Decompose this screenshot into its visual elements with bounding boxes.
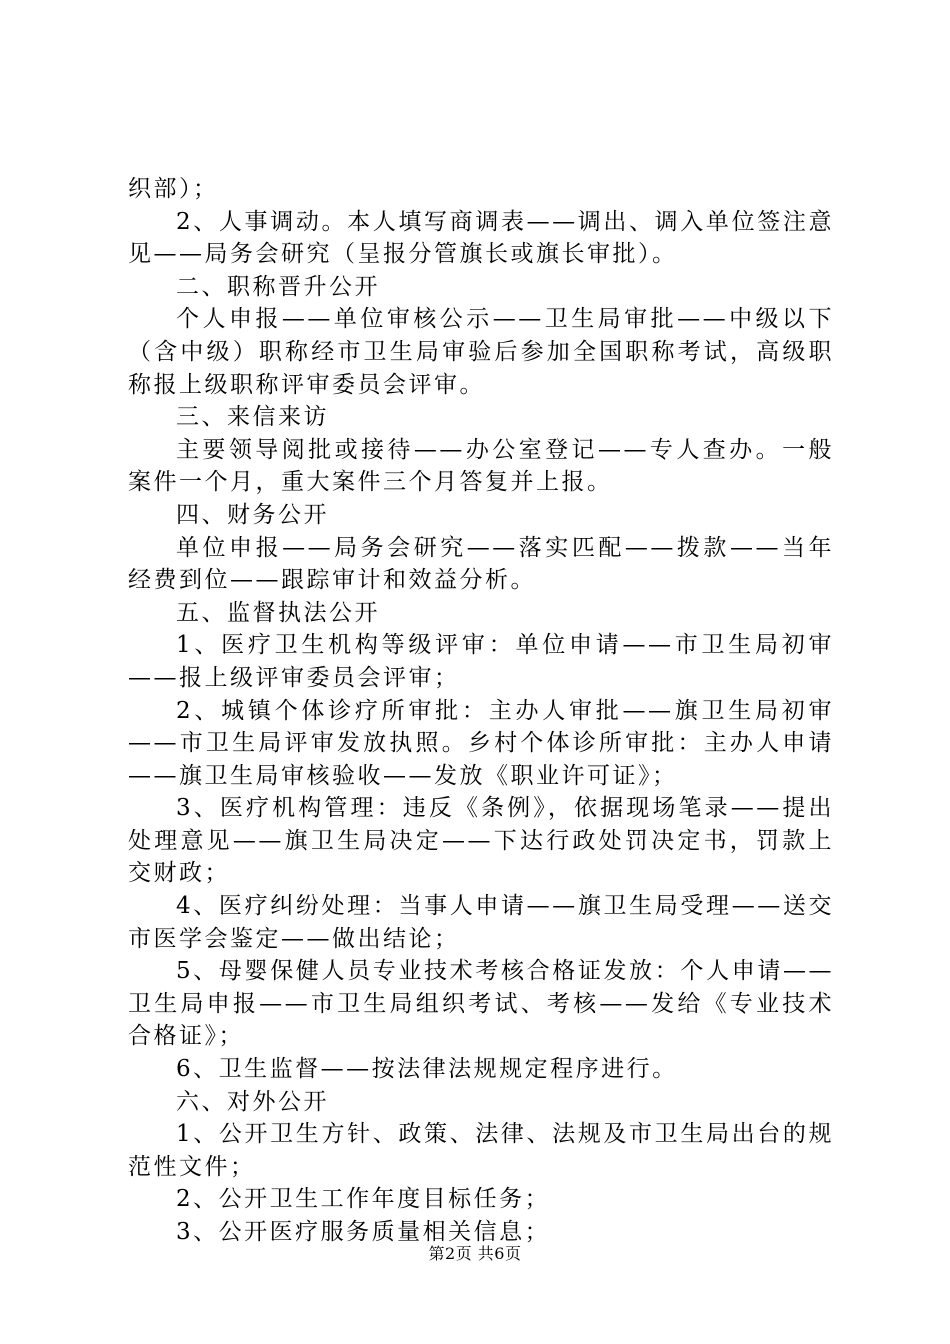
list-item: 5、母婴保健人员专业技术考核合格证发放：个人申请——卫生局申报——市卫生局组织考试、考核——发给《专业技术合格证》； — [128, 958, 834, 1050]
paragraph: 2、人事调动。本人填写商调表——调出、调入单位签注意见——局务会研究（呈报分管旗长或旗长审批）。 — [128, 208, 834, 268]
paragraph: 个人申报——单位审核公示——卫生局审批——中级以下（含中级）职称经市卫生局审验后参加全国职称考试，高级职称报上级职称评审委员会评审。 — [128, 306, 834, 398]
page-number-footer: 第2页 共6页 — [428, 1244, 522, 1263]
document-body — [128, 173, 834, 1249]
list-item: 3、公开医疗服务质量相关信息； — [176, 1219, 551, 1245]
list-item: 4、医疗纠纷处理：当事人申请——旗卫生局受理——送交市医学会鉴定——做出结论； — [128, 893, 834, 952]
section-heading: 五、监督执法公开 — [176, 599, 380, 626]
paragraph: 单位申报——局务会研究——落实匹配——拨款——当年经费到位——跟踪审计和效益分析。 — [128, 534, 834, 594]
list-item: 3、医疗机构管理：违反《条例》，依据现场笔录——提出处理意见——旗卫生局决定——下达行政处罚决定书，罚款上交财政； — [128, 795, 834, 887]
paragraph: 主要领导阅批或接待——办公室登记——专人查办。一般案件一个月，重大案件三个月答复并上报。 — [128, 436, 834, 496]
section-heading: 四、财务公开 — [176, 501, 329, 528]
section-heading: 三、来信来访 — [176, 404, 329, 431]
list-item: 6、卫生监督——按法律法规规定程序进行。 — [176, 1056, 678, 1083]
list-item: 2、公开卫生工作年度目标任务； — [176, 1186, 551, 1213]
list-item: 2、城镇个体诊疗所审批：主办人审批——旗卫生局初审——市卫生局评审发放执照。乡村个体诊所审批：主办人申请——旗卫生局审核验收——发放《职业许可证》； — [128, 697, 834, 789]
paragraph: 织部）； — [128, 176, 219, 202]
section-heading: 二、职称晋升公开 — [176, 273, 380, 300]
list-item: 1、公开卫生方针、政策、法律、法规及市卫生局出台的规范性文件； — [128, 1121, 834, 1180]
section-heading: 六、对外公开 — [176, 1088, 329, 1115]
list-item: 1、医疗卫生机构等级评审：单位申请——市卫生局初审——报上级评审委员会评审； — [128, 632, 834, 691]
